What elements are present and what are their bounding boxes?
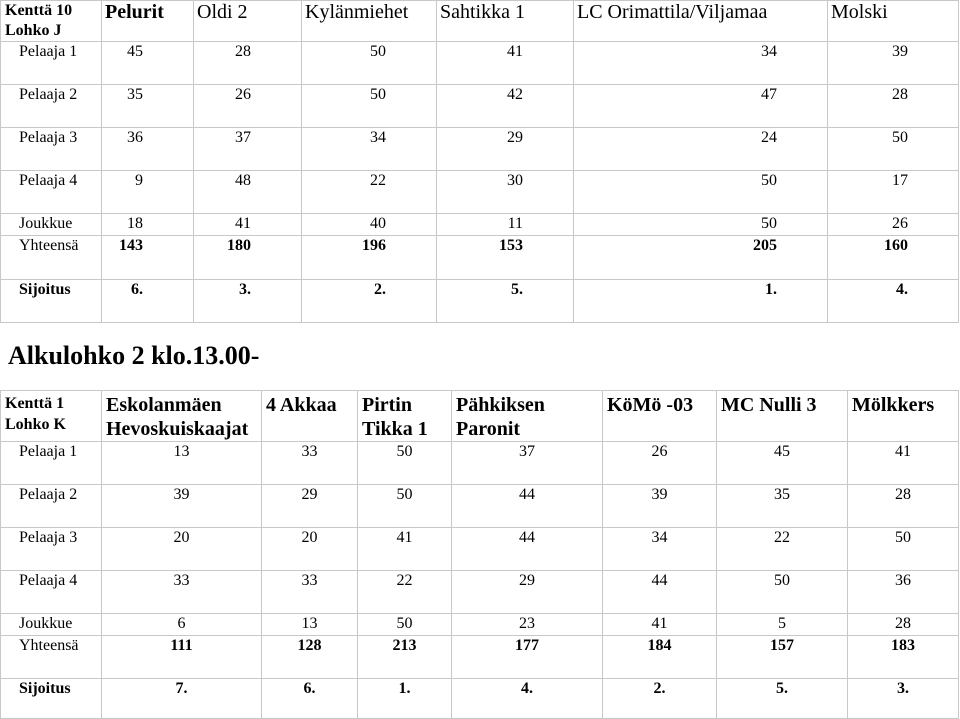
score-cell: 24 [574, 128, 828, 171]
score-cell: 183 [848, 636, 959, 679]
score-cell: 11 [437, 214, 574, 236]
score-cell: 45 [102, 42, 194, 85]
score-cell: 35 [102, 85, 194, 128]
score-cell: 41 [603, 614, 717, 636]
table-row [1, 214, 959, 236]
rank-cell: 5. [717, 679, 848, 719]
score-cell: 35 [717, 485, 848, 528]
field-label: Kenttä 10 [5, 2, 73, 19]
score-cell: 29 [437, 128, 574, 171]
team-name: LC Orimattila/Viljamaa [574, 1, 828, 42]
score-cell: 44 [452, 528, 603, 571]
score-cell: 29 [452, 571, 603, 614]
team-name [452, 391, 603, 442]
table-row [1, 528, 959, 571]
group-label: Lohko J [5, 22, 62, 39]
team-name: Oldi 2 [194, 1, 302, 42]
score-cell: 184 [603, 636, 717, 679]
team-name-line: Paronit [456, 418, 521, 440]
score-cell: 157 [717, 636, 848, 679]
row-label: Pelaaja 4 [1, 571, 102, 614]
team-name [848, 391, 959, 442]
score-cell: 128 [262, 636, 358, 679]
score-cell: 180 [194, 236, 302, 280]
score-cell: 34 [302, 128, 437, 171]
table-row [1, 614, 959, 636]
team-name: Sahtikka 1 [437, 1, 574, 42]
table-row [1, 442, 959, 485]
row-label: Joukkue [1, 214, 102, 236]
total-row [1, 236, 959, 280]
team-name-line: MC Nulli 3 [721, 394, 817, 416]
table-row [1, 128, 959, 171]
score-cell: 22 [717, 528, 848, 571]
rank-row [1, 280, 959, 323]
score-cell: 213 [358, 636, 452, 679]
score-cell: 37 [452, 442, 603, 485]
team-name [358, 391, 452, 442]
score-cell: 47 [574, 85, 828, 128]
score-cell: 37 [194, 128, 302, 171]
team-name [262, 391, 358, 442]
score-cell: 42 [437, 85, 574, 128]
team-name [102, 391, 262, 442]
team-name: Molski [828, 1, 959, 42]
score-cell: 26 [603, 442, 717, 485]
corner-cell [1, 391, 102, 442]
row-label: Pelaaja 3 [1, 528, 102, 571]
score-cell: 50 [302, 42, 437, 85]
team-name-line: Pähkiksen [456, 394, 545, 416]
score-cell: 41 [437, 42, 574, 85]
rank-cell: 3. [848, 679, 959, 719]
corner-cell [1, 1, 102, 42]
score-cell: 50 [358, 442, 452, 485]
table-row [1, 571, 959, 614]
rank-cell: 2. [302, 280, 437, 323]
score-cell: 20 [262, 528, 358, 571]
row-label: Pelaaja 1 [1, 442, 102, 485]
score-cell: 39 [603, 485, 717, 528]
score-cell: 40 [302, 214, 437, 236]
table-row [1, 42, 959, 85]
rank-row [1, 679, 959, 719]
header-row [1, 391, 959, 442]
row-label: Yhteensä [1, 636, 102, 679]
row-label: Pelaaja 2 [1, 85, 102, 128]
score-cell: 17 [828, 171, 959, 214]
rank-cell: 6. [102, 280, 194, 323]
score-cell: 177 [452, 636, 603, 679]
table-row [1, 171, 959, 214]
score-cell: 39 [828, 42, 959, 85]
score-cell: 28 [194, 42, 302, 85]
header-row [1, 1, 959, 42]
score-cell: 205 [574, 236, 828, 280]
team-name: Pelurit [102, 1, 194, 42]
score-cell: 196 [302, 236, 437, 280]
score-cell: 50 [574, 214, 828, 236]
field-label: Kenttä 1 [5, 395, 65, 412]
group-label: Lohko K [5, 416, 66, 433]
results-table-lohko-k [0, 390, 959, 719]
score-cell: 18 [102, 214, 194, 236]
score-cell: 33 [262, 442, 358, 485]
row-label: Pelaaja 4 [1, 171, 102, 214]
score-cell: 26 [194, 85, 302, 128]
team-name-line: Tikka 1 [362, 418, 428, 440]
score-cell: 50 [848, 528, 959, 571]
score-cell: 44 [452, 485, 603, 528]
team-name-line: 4 Akkaa [266, 394, 337, 416]
score-cell: 50 [717, 571, 848, 614]
score-cell: 29 [262, 485, 358, 528]
score-cell: 13 [102, 442, 262, 485]
team-name-line: Eskolanmäen [106, 394, 222, 416]
score-cell: 22 [302, 171, 437, 214]
results-table-lohko-j [0, 0, 959, 323]
score-cell: 34 [574, 42, 828, 85]
rank-cell: 4. [452, 679, 603, 719]
team-name-line: Pirtin [362, 394, 412, 416]
score-cell: 39 [102, 485, 262, 528]
score-cell: 44 [603, 571, 717, 614]
score-cell: 153 [437, 236, 574, 280]
section-heading: Alkulohko 2 klo.13.00- [8, 341, 260, 370]
row-label: Sijoitus [1, 280, 102, 323]
rank-cell: 4. [828, 280, 959, 323]
score-cell: 48 [194, 171, 302, 214]
row-label: Pelaaja 1 [1, 42, 102, 85]
score-cell: 26 [828, 214, 959, 236]
team-name [717, 391, 848, 442]
rank-cell: 3. [194, 280, 302, 323]
score-cell: 41 [194, 214, 302, 236]
score-cell: 22 [358, 571, 452, 614]
rank-cell: 1. [358, 679, 452, 719]
score-cell: 9 [102, 171, 194, 214]
score-cell: 160 [828, 236, 959, 280]
score-cell: 23 [452, 614, 603, 636]
score-cell: 28 [828, 85, 959, 128]
score-cell: 41 [848, 442, 959, 485]
table-row [1, 85, 959, 128]
score-cell: 13 [262, 614, 358, 636]
score-cell: 5 [717, 614, 848, 636]
rank-cell: 6. [262, 679, 358, 719]
row-label: Pelaaja 3 [1, 128, 102, 171]
rank-cell: 2. [603, 679, 717, 719]
team-name-line: Hevoskuiskaajat [106, 418, 249, 440]
score-cell: 33 [102, 571, 262, 614]
team-name: Kylänmiehet [302, 1, 437, 42]
score-cell: 41 [358, 528, 452, 571]
score-cell: 50 [358, 614, 452, 636]
score-cell: 143 [102, 236, 194, 280]
score-cell: 36 [102, 128, 194, 171]
team-name-line: Mölkkers [852, 394, 935, 416]
row-label: Joukkue [1, 614, 102, 636]
score-cell: 28 [848, 485, 959, 528]
score-cell: 50 [302, 85, 437, 128]
score-cell: 45 [717, 442, 848, 485]
team-name-line: KöMö -03 [607, 394, 694, 416]
total-row [1, 636, 959, 679]
score-cell: 20 [102, 528, 262, 571]
row-label: Sijoitus [1, 679, 102, 719]
rank-cell: 5. [437, 280, 574, 323]
table-row [1, 485, 959, 528]
score-cell: 50 [574, 171, 828, 214]
score-cell: 28 [848, 614, 959, 636]
score-cell: 50 [828, 128, 959, 171]
score-cell: 6 [102, 614, 262, 636]
score-cell: 33 [262, 571, 358, 614]
team-name [603, 391, 717, 442]
score-cell: 50 [358, 485, 452, 528]
rank-cell: 7. [102, 679, 262, 719]
row-label: Pelaaja 2 [1, 485, 102, 528]
row-label: Yhteensä [1, 236, 102, 280]
score-cell: 111 [102, 636, 262, 679]
score-cell: 30 [437, 171, 574, 214]
rank-cell: 1. [574, 280, 828, 323]
score-cell: 34 [603, 528, 717, 571]
score-cell: 36 [848, 571, 959, 614]
